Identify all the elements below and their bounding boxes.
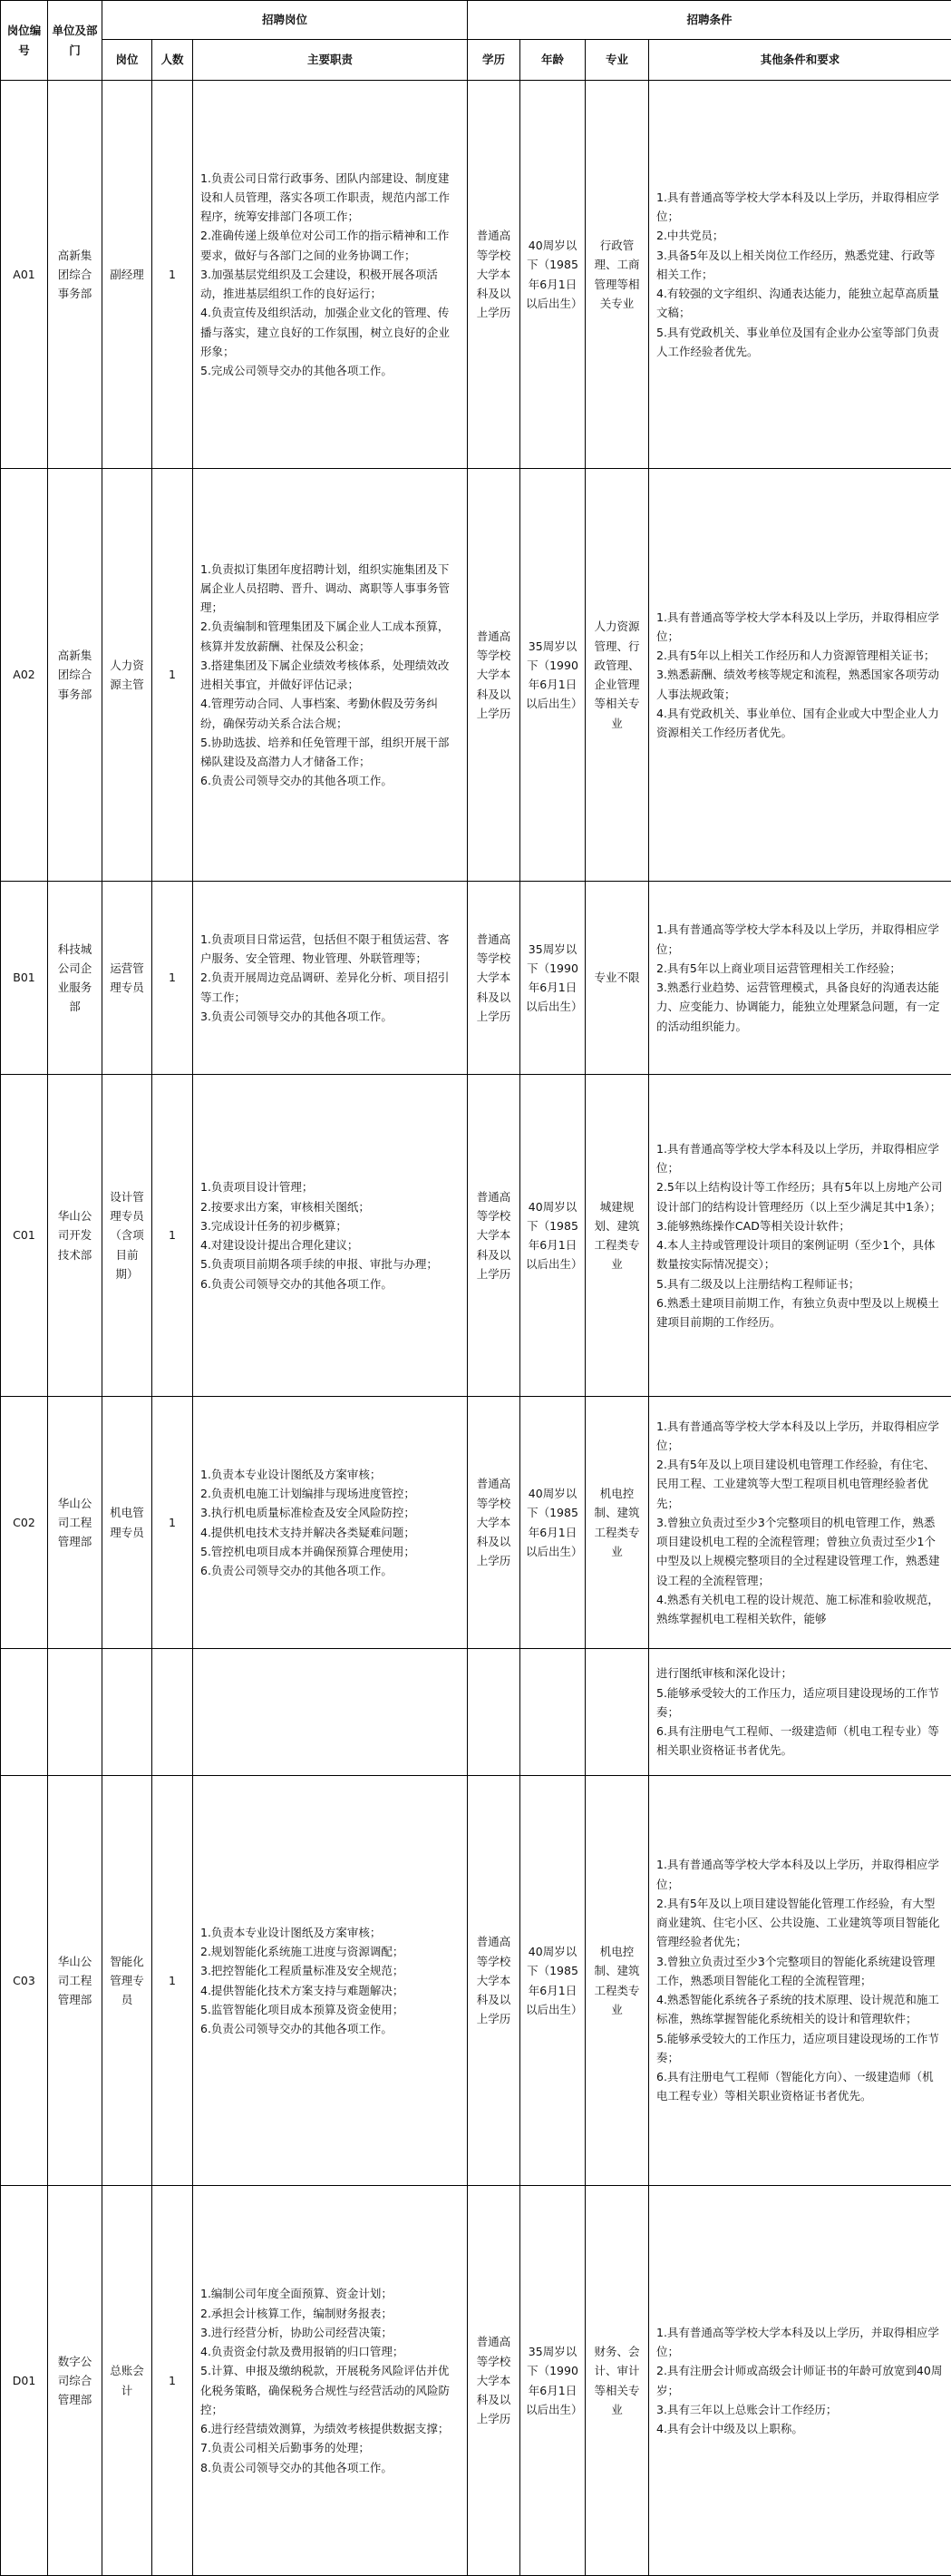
list-item: 3.曾独立负责过至少3个完整项目的机电管理工作，熟悉项目建设机电工程的全流程管理；曾独立负责过至少1个中型及以上规模完整项目的全过程建设管理工作，熟悉建设工程的全流程管理；	[656, 1513, 944, 1590]
list-item: 8.负责公司领导交办的其他各项工作。	[200, 2458, 460, 2477]
table-row	[1, 1776, 951, 2186]
other-requirements	[649, 882, 951, 1075]
duties-list	[193, 1397, 468, 1649]
age-limit: 35周岁以下（1990年6月1日以后出生）	[520, 2186, 586, 2576]
list-item: 6.具有注册电气工程师、一级建造师（机电工程专业）等相关职业资格证书者优先。	[656, 1722, 944, 1761]
list-item: 4.本人主持或管理设计项目的案例证明（至少1个，具体数量按实际情况提交）；	[656, 1235, 944, 1274]
head-count: 1	[152, 469, 193, 882]
position-code: D01	[1, 2186, 48, 2576]
header-unit: 单位及部门	[48, 1, 102, 81]
list-item: 4.有较强的文字组织、沟通表达能力，能独立起草高质量文稿；	[656, 284, 944, 323]
list-item: 4.对建设设计提出合理化建议；	[200, 1235, 460, 1254]
list-item: 3.加强基层党组织及工会建设，积极开展各项活动，推进基层组织工作的良好运行；	[200, 265, 460, 304]
table-row	[1, 469, 951, 882]
list-item: 4.具有党政机关、事业单位、国有企业或大中型企业人力资源相关工作经历者优先。	[656, 704, 944, 743]
list-item: 2.中共党员；	[656, 226, 944, 245]
table-row	[1, 1075, 951, 1397]
list-item: 1.负责本专业设计图纸及方案审核；	[200, 1465, 460, 1484]
education: 普通高等学校大学本科及以上学历	[468, 81, 520, 469]
post-name: 人力资源主管	[102, 469, 152, 882]
list-item: 3.搭建集团及下属企业绩效考核体系，处理绩效改进相关事宜，并做好评估记录；	[200, 656, 460, 695]
list-item: 5.能够承受较大的工作压力，适应项目建设现场的工作节奏；	[656, 2029, 944, 2068]
major	[586, 1649, 649, 1776]
header-count: 人数	[152, 40, 193, 81]
list-item: 3.熟悉行业趋势、运营管理模式，具备良好的沟通表达能力、应变能力、协调能力，能独立处理紧急问题，有一定的活动组织能力。	[656, 978, 944, 1036]
list-item: 1.具有普通高等学校大学本科及以上学历，并取得相应学位；	[656, 188, 944, 227]
list-item: 4.熟悉有关机电工程的设计规范、施工标准和验收规范，熟练掌握机电工程相关软件，能够	[656, 1590, 944, 1629]
list-item: 1.具有普通高等学校大学本科及以上学历，并取得相应学位；	[656, 1139, 944, 1178]
unit-dept: 数字公司综合管理部	[48, 2186, 102, 2576]
list-item: 1.编制公司年度全面预算、资金计划；	[200, 2284, 460, 2303]
table-row	[1, 1397, 951, 1649]
list-item: 3.熟悉薪酬、绩效考核等规定和流程，熟悉国家各项劳动人事法规政策；	[656, 665, 944, 704]
list-item: 6.负责公司领导交办的其他各项工作。	[200, 2019, 460, 2038]
list-item: 2.5年以上结构设计等工作经历；具有5年以上房地产公司设计部门的结构设计管理经历（以上至少满足其中1条）；	[656, 1177, 944, 1216]
header-other: 其他条件和要求	[649, 40, 951, 81]
list-item: 5.计算、申报及缴纳税款，开展税务风险评估并优化税务策略，确保税务合规性与经营活动的风险防控；	[200, 2361, 460, 2419]
education: 普通高等学校大学本科及以上学历	[468, 2186, 520, 2576]
list-item: 6.负责公司领导交办的其他各项工作。	[200, 771, 460, 790]
list-item: 4.管理劳动合同、人事档案、考勤休假及劳务纠纷，确保劳动关系合法合规；	[200, 694, 460, 733]
major: 财务、会计、审计等相关专业	[586, 2186, 649, 2576]
major: 机电控制、建筑工程类专业	[586, 1397, 649, 1649]
list-item: 2.规划智能化系统施工进度与资源调配；	[200, 1942, 460, 1961]
education: 普通高等学校大学本科及以上学历	[468, 1075, 520, 1397]
header-post: 岗位	[102, 40, 152, 81]
position-code: A01	[1, 81, 48, 469]
age-limit: 35周岁以下（1990年6月1日以后出生）	[520, 882, 586, 1075]
list-item: 1.负责公司日常行政事务、团队内部建设、制度建设和人员管理，落实各项工作职责，规范内部工作程序，统筹安排部门各项工作；	[200, 169, 460, 227]
education	[468, 1649, 520, 1776]
list-item: 6.进行经营绩效测算，为绩效考核提供数据支撑；	[200, 2419, 460, 2438]
education: 普通高等学校大学本科及以上学历	[468, 1397, 520, 1649]
head-count	[152, 1649, 193, 1776]
header-education: 学历	[468, 40, 520, 81]
age-limit: 40周岁以下（1985年6月1日以后出生）	[520, 1776, 586, 2186]
other-requirements	[649, 1075, 951, 1397]
unit-dept: 高新集团综合事务部	[48, 81, 102, 469]
header-row-1	[1, 1, 951, 40]
post-name: 机电管理专员	[102, 1397, 152, 1649]
post-name: 总账会计	[102, 2186, 152, 2576]
duties-list	[193, 469, 468, 882]
list-item: 6.负责公司领导交办的其他各项工作。	[200, 1561, 460, 1580]
list-item: 4.负责资金付款及费用报销的归口管理；	[200, 2342, 460, 2361]
list-item: 4.熟悉智能化系统各子系统的技术原理、设计规范和施工标准，熟练掌握智能化系统相关的设计和管理软件；	[656, 1990, 944, 2029]
education: 普通高等学校大学本科及以上学历	[468, 882, 520, 1075]
position-code: C03	[1, 1776, 48, 2186]
list-item: 1.具有普通高等学校大学本科及以上学历，并取得相应学位；	[656, 1855, 944, 1894]
post-name: 设计管理专员（含项目前期）	[102, 1075, 152, 1397]
major: 机电控制、建筑工程类专业	[586, 1776, 649, 2186]
table-row	[1, 81, 951, 469]
post-name: 智能化管理专员	[102, 1776, 152, 2186]
unit-dept: 高新集团综合事务部	[48, 469, 102, 882]
head-count: 1	[152, 1075, 193, 1397]
table-row	[1, 2186, 951, 2576]
list-item: 2.具有5年以上商业项目运营管理相关工作经验；	[656, 959, 944, 978]
age-limit: 40周岁以下（1985年6月1日以后出生）	[520, 81, 586, 469]
duties-list	[193, 2186, 468, 2576]
header-major: 专业	[586, 40, 649, 81]
duties-list	[193, 882, 468, 1075]
list-item: 1.负责项目设计管理；	[200, 1177, 460, 1196]
header-row-2	[1, 40, 951, 81]
list-item: 2.负责开展周边竞品调研、差异化分析、项目招引等工作；	[200, 968, 460, 1007]
age-limit	[520, 1649, 586, 1776]
head-count: 1	[152, 2186, 193, 2576]
table-row	[1, 882, 951, 1075]
list-item: 4.提供智能化技术方案支持与难题解决；	[200, 1981, 460, 2000]
unit-dept: 华山公司工程管理部	[48, 1776, 102, 2186]
position-code: C01	[1, 1075, 48, 1397]
list-item: 4.负责宣传及组织活动，加强企业文化的管理、传播与落实，建立良好的工作氛围，树立良好的企业形象；	[200, 303, 460, 361]
list-item: 5.监管智能化项目成本预算及资金使用；	[200, 2000, 460, 2019]
major: 专业不限	[586, 882, 649, 1075]
position-code: C02	[1, 1397, 48, 1649]
major: 城建规划、建筑工程类专业	[586, 1075, 649, 1397]
list-item: 1.负责项目日常运营，包括但不限于租赁运营、客户服务、安全管理、物业管理、外联管理等；	[200, 930, 460, 969]
list-item: 2.具有5年及以上项目建设机电管理工作经验，有住宅、民用工程、工业建筑等大型工程项目机电管理经验者优先；	[656, 1455, 944, 1513]
position-code: B01	[1, 882, 48, 1075]
duties-list	[193, 1649, 468, 1776]
other-requirements	[649, 469, 951, 882]
header-age: 年龄	[520, 40, 586, 81]
header-positions-group: 招聘岗位	[102, 1, 468, 40]
post-name: 运营管理专员	[102, 882, 152, 1075]
list-item: 2.负责机电施工计划编排与现场进度管控；	[200, 1484, 460, 1503]
list-item: 1.具有普通高等学校大学本科及以上学历，并取得相应学位；	[656, 1417, 944, 1456]
unit-dept: 科技城公司企业服务部	[48, 882, 102, 1075]
list-item: 2.具有5年以上相关工作经历和人力资源管理相关证书；	[656, 646, 944, 665]
head-count: 1	[152, 1397, 193, 1649]
list-item: 1.具有普通高等学校大学本科及以上学历，并取得相应学位；	[656, 2323, 944, 2362]
unit-dept: 华山公司开发技术部	[48, 1075, 102, 1397]
list-item: 4.具有会计中级及以上职称。	[656, 2419, 944, 2438]
header-duties: 主要职责	[193, 40, 468, 81]
list-item: 6.负责公司领导交办的其他各项工作。	[200, 1274, 460, 1293]
other-requirements	[649, 1397, 951, 1649]
list-item: 5.协助选拔、培养和任免管理干部，组织开展干部梯队建设及高潜力人才储备工作；	[200, 733, 460, 772]
list-item: 3.具有三年以上总账会计工作经历；	[656, 2400, 944, 2419]
list-item: 3.具备5年及以上相关岗位工作经历，熟悉党建、行政等相关工作；	[656, 246, 944, 285]
list-item: 5.能够承受较大的工作压力，适应项目建设现场的工作节奏；	[656, 1683, 944, 1722]
list-item: 1.负责本专业设计图纸及方案审核；	[200, 1923, 460, 1942]
position-code	[1, 1649, 48, 1776]
major: 行政管理、工商管理等相关专业	[586, 81, 649, 469]
unit-dept: 华山公司工程管理部	[48, 1397, 102, 1649]
head-count: 1	[152, 882, 193, 1075]
other-requirements	[649, 1776, 951, 2186]
major: 人力资源管理、行政管理、企业管理等相关专业	[586, 469, 649, 882]
other-requirements	[649, 2186, 951, 2576]
list-item: 6.具有注册电气工程师（智能化方向）、一级建造师（机电工程专业）等相关职业资格证书者优先。	[656, 2067, 944, 2106]
age-limit: 35周岁以下（1990年6月1日以后出生）	[520, 469, 586, 882]
list-item: 3.能够熟练操作CAD等相关设计软件；	[656, 1216, 944, 1235]
age-limit: 40周岁以下（1985年6月1日以后出生）	[520, 1397, 586, 1649]
list-item: 2.具有5年及以上项目建设智能化管理工作经验，有大型商业建筑、住宅小区、公共设施、工业建筑等项目智能化管理经验者优先；	[656, 1894, 944, 1952]
list-item: 5.负责项目前期各项手续的申报、审批与办理；	[200, 1254, 460, 1273]
list-item: 5.具有党政机关、事业单位及国有企业办公室等部门负责人工作经验者优先。	[656, 323, 944, 362]
list-item: 7.负责公司相关后勤事务的处理；	[200, 2438, 460, 2457]
header-code: 岗位编号	[1, 1, 48, 81]
list-item: 2.按要求出方案，审核相关图纸；	[200, 1197, 460, 1216]
list-item: 4.提供机电技术支持并解决各类疑难问题；	[200, 1523, 460, 1542]
age-limit: 40周岁以下（1985年6月1日以后出生）	[520, 1075, 586, 1397]
education: 普通高等学校大学本科及以上学历	[468, 1776, 520, 2186]
list-item: 5.具有二级及以上注册结构工程师证书；	[656, 1274, 944, 1293]
post-name	[102, 1649, 152, 1776]
table-row	[1, 1649, 951, 1776]
list-item: 3.负责公司领导交办的其他各项工作。	[200, 1007, 460, 1026]
post-name: 副经理	[102, 81, 152, 469]
list-item: 2.准确传递上级单位对公司工作的指示精神和工作要求，做好与各部门之间的业务协调工作；	[200, 226, 460, 265]
list-item: 1.具有普通高等学校大学本科及以上学历，并取得相应学位；	[656, 608, 944, 647]
duties-list	[193, 1075, 468, 1397]
list-item: 2.负责编制和管理集团及下属企业人工成本预算，核算并发放薪酬、社保及公积金；	[200, 617, 460, 656]
list-item: 6.熟悉土建项目前期工作，有独立负责中型及以上规模土建项目前期的工作经历。	[656, 1293, 944, 1332]
head-count: 1	[152, 1776, 193, 2186]
duties-list	[193, 81, 468, 469]
duties-list	[193, 1776, 468, 2186]
list-item: 5.管控机电项目成本并确保预算合理使用；	[200, 1542, 460, 1561]
list-item: 1.负责拟订集团年度招聘计划，组织实施集团及下属企业人员招聘、晋升、调动、离职等人事事务管理；	[200, 560, 460, 618]
list-item: 5.完成公司领导交办的其他各项工作。	[200, 361, 460, 380]
position-code: A02	[1, 469, 48, 882]
list-item: 3.把控智能化工程质量标准及安全规范；	[200, 1961, 460, 1980]
head-count: 1	[152, 81, 193, 469]
list-item: 2.具有注册会计师或高级会计师证书的年龄可放宽到40周岁；	[656, 2361, 944, 2400]
list-item: 2.承担会计核算工作，编制财务报表；	[200, 2304, 460, 2323]
list-item: 3.曾独立负责过至少3个完整项目的智能化系统建设管理工作，熟悉项目智能化工程的全流程管理；	[656, 1952, 944, 1991]
other-requirements	[649, 1649, 951, 1776]
unit-dept	[48, 1649, 102, 1776]
list-item: 进行图纸审核和深化设计；	[656, 1664, 944, 1683]
list-item: 3.进行经营分析，协助公司经营决策；	[200, 2323, 460, 2342]
education: 普通高等学校大学本科及以上学历	[468, 469, 520, 882]
other-requirements	[649, 81, 951, 469]
list-item: 3.执行机电质量标准检查及安全风险防控；	[200, 1503, 460, 1522]
header-conditions-group: 招聘条件	[468, 1, 951, 40]
table-body	[1, 81, 951, 2576]
list-item: 1.具有普通高等学校大学本科及以上学历，并取得相应学位；	[656, 920, 944, 959]
list-item: 3.完成设计任务的初步概算；	[200, 1216, 460, 1235]
